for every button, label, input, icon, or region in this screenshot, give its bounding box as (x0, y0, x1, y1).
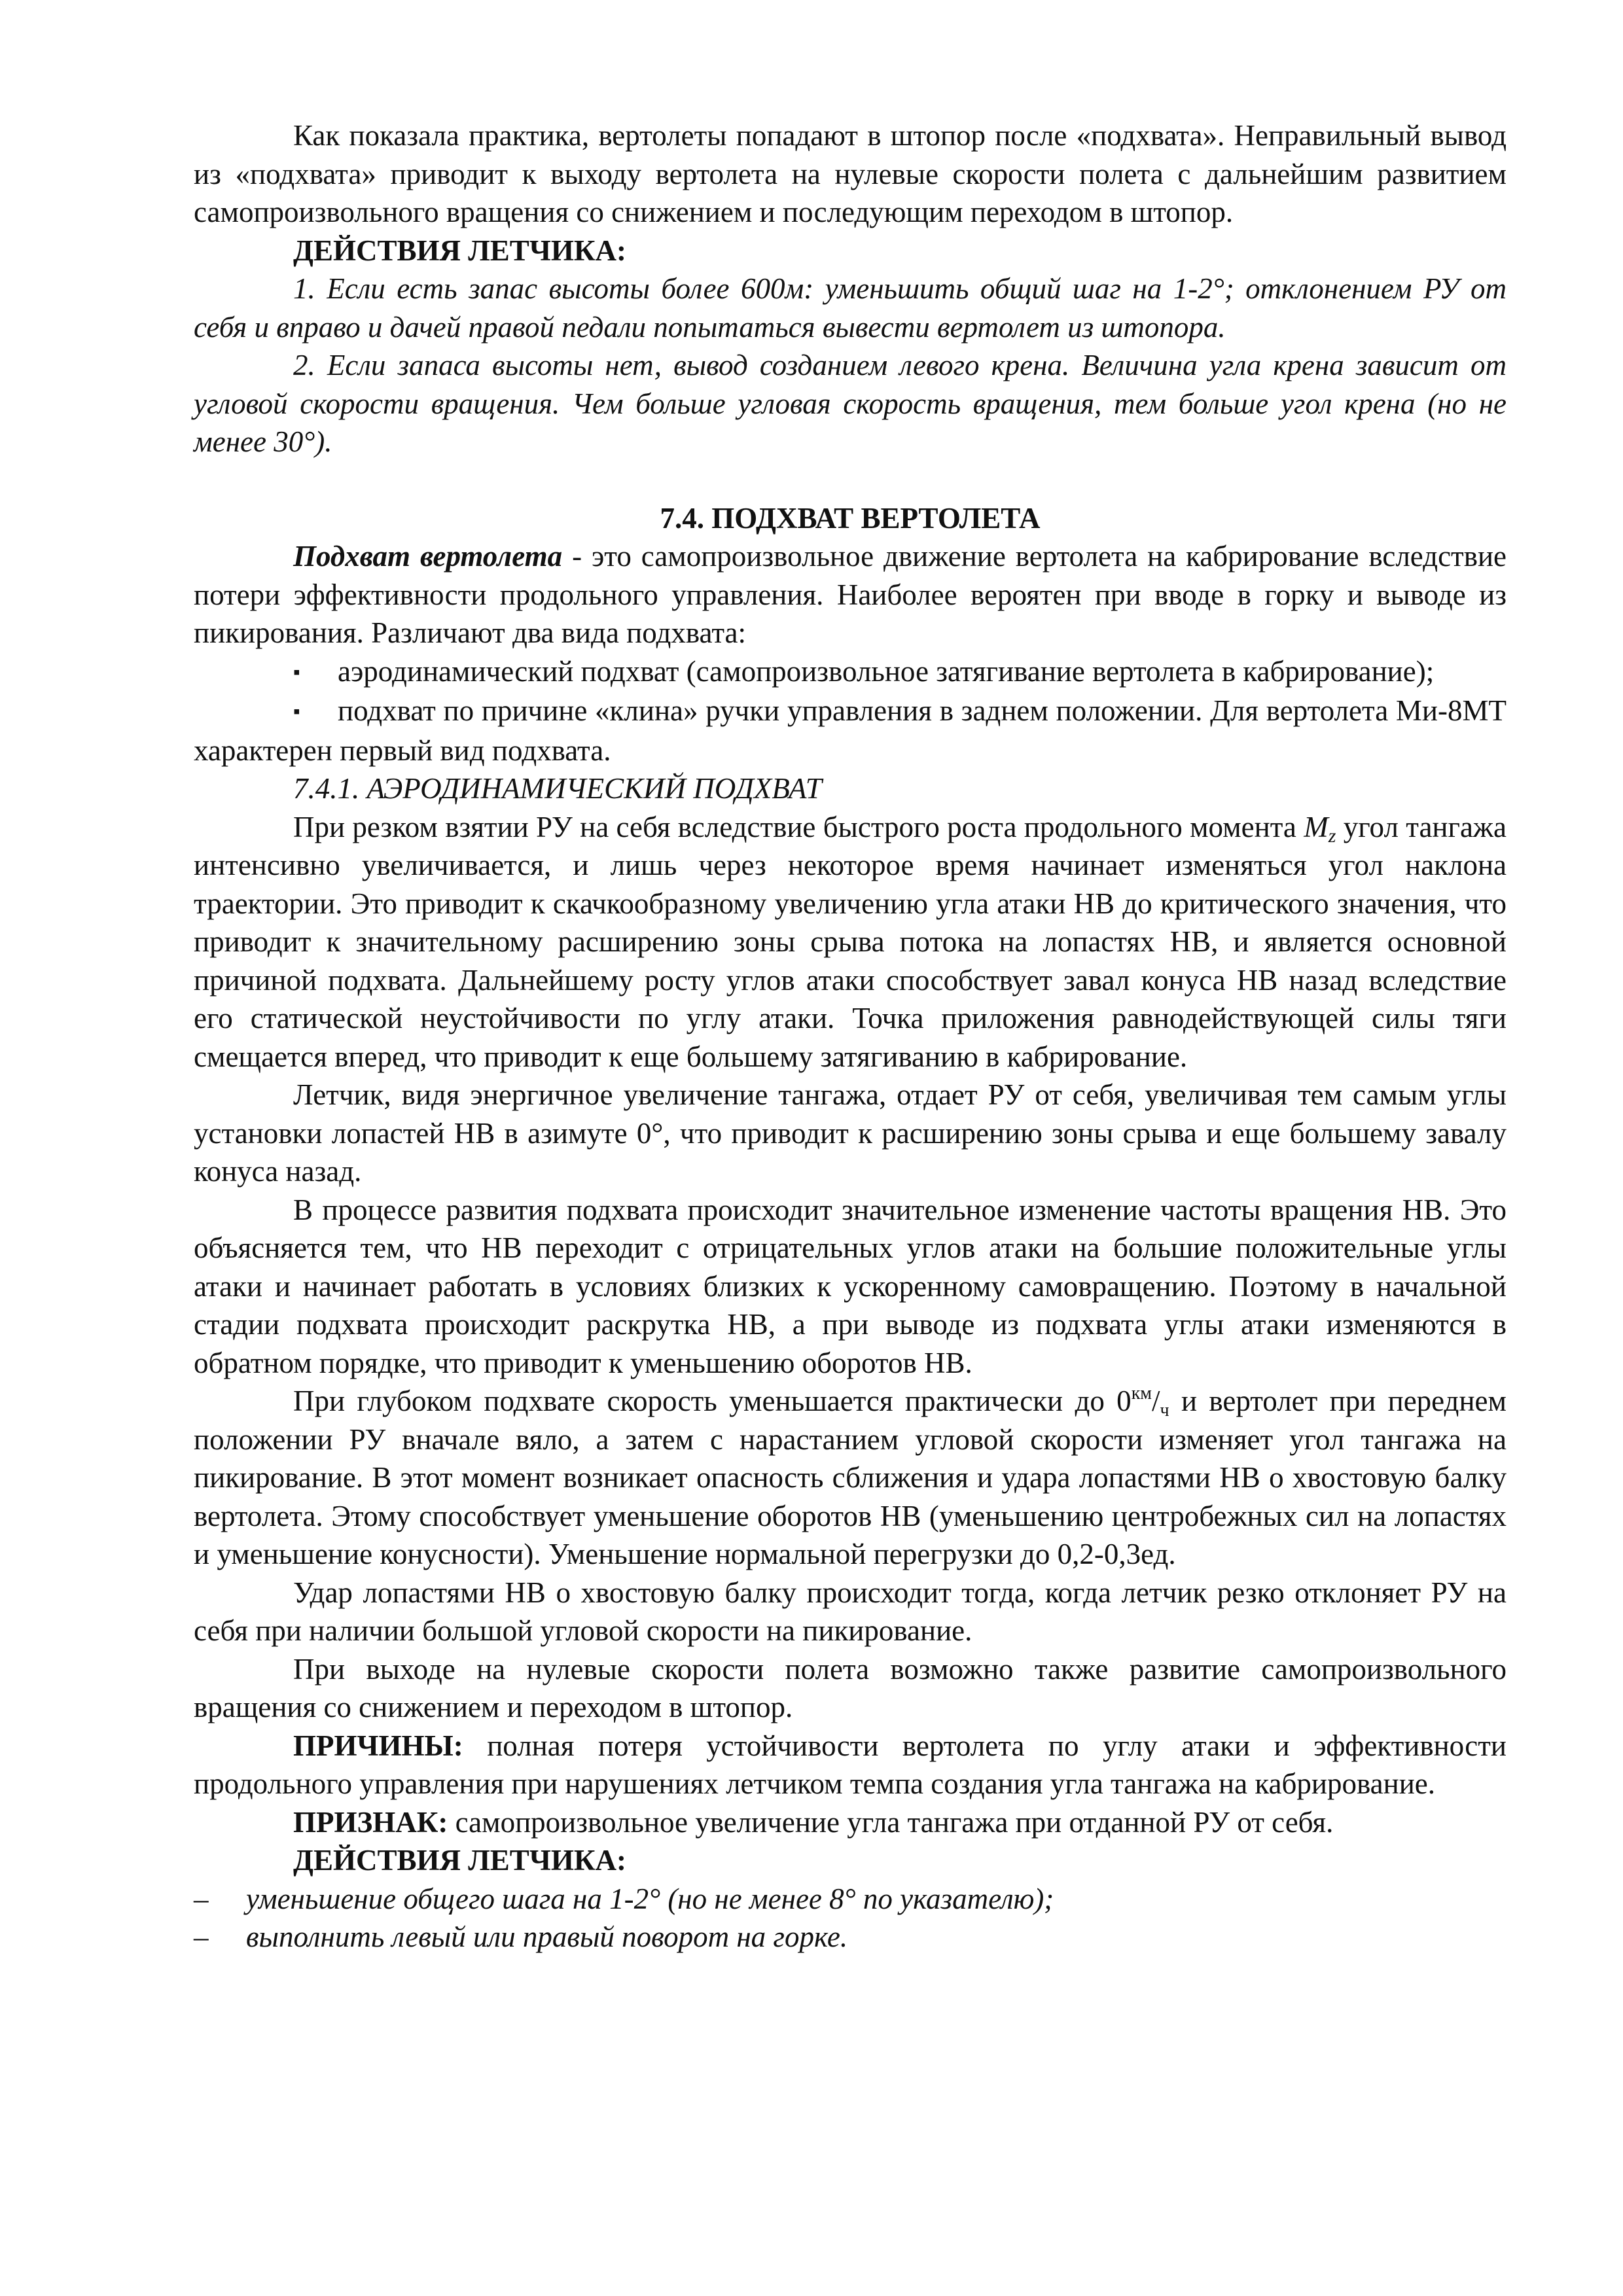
moment-subscript: z (1328, 824, 1336, 847)
actions-heading-spin: ДЕЙСТВИЯ ЛЕТЧИКА: (293, 234, 626, 267)
unit-denominator: ч (1160, 1400, 1169, 1421)
sign-label: ПРИЗНАК: (293, 1805, 448, 1839)
bullet-item-2 (194, 692, 1507, 769)
paragraph-text: При резком взятии РУ на себя вследствие быстрого роста продольного момента (293, 810, 1304, 843)
moment-symbol: M (1304, 810, 1329, 843)
paragraph-text: и вертолет при переднем положении РУ вначале вяло, а затем с нарастанием угловой скорости изменяет угол тангажа на пикирование. В этот момент возникает опасность сближения и удара лопастями НВ о хвостовую балку вертолета. Этому способствует уменьшение оборотов НВ (уменьшению центробежных сил на лопастях и уменьшение конусности). Уменьшение нормальной перегрузки до 0,2-0,3ед. (194, 1385, 1507, 1570)
paragraph-moment (194, 808, 1507, 1076)
paragraph-deep-pickup (194, 1382, 1507, 1574)
sign-paragraph (194, 1803, 1507, 1842)
causes-text: полная потеря устойчивости вертолета по углу атаки и эффективности продольного управления при нарушениях летчиком темпа создания угла тангажа на кабрирование. (194, 1729, 1507, 1800)
paragraph-text: угол тангажа интенсивно увеличивается, и лишь через некоторое время начинает изменяться угол наклона траектории. Это приводит к скачкообразному увеличению угла атаки НВ до критического значения, что приводит к значительному расширению зоны срыва потока на лопастях НВ, и является основной причиной подхвата. Дальнейшему росту углов атаки способствует завал конуса НВ назад вследствие его статической неустойчивости по углу атаки. Точка приложения равнодействующей силы тяги смещается вперед, что приводит к еще большему затягиванию в кабрирование. (194, 810, 1507, 1073)
causes-paragraph (194, 1727, 1507, 1803)
causes-label: ПРИЧИНЫ: (293, 1729, 463, 1762)
dash-marker: – (194, 1920, 209, 1953)
dash-item-2 (194, 1918, 1507, 1956)
dash-item-1 (194, 1880, 1507, 1918)
paragraph-zero-speed: При выходе на нулевые скорости полета возможно также развитие самопроизвольного вращения со снижением и переходом в штопор. (194, 1652, 1507, 1723)
bullet-item-1 (194, 652, 1507, 692)
definition-text: - это самопроизвольное движение вертолета на кабрирование вследствие потери эффективности продольного управления. Наиболее вероятен при вводе в горку и выводе из пикирования. Различают два вида подхвата: (194, 540, 1507, 649)
paragraph-blade-strike: Удар лопастями НВ о хвостовую балку происходит тогда, когда летчик резко отклоняет РУ на себя при наличии большой угловой скорости на пикирование. (194, 1576, 1507, 1647)
paragraph-rotor-speed: В процессе развития подхвата происходит значительное изменение частоты вращения НВ. Это объясняется тем, что НВ переходит с отрицательных углов атаки на большие положительные углы атаки и начинает работать в условиях близких к ускоренному самовращению. Поэтому в начальной стадии подхвата происходит раскрутка НВ, а при выводе из подхвата углы атаки изменяются в обратном порядке, что приводит к уменьшению оборотов НВ. (194, 1193, 1507, 1379)
dash-text: уменьшение общего шага на 1-2° (но не менее 8° по указателю); (246, 1882, 1054, 1915)
action-item-2: 2. Если запаса высоты нет, вывод созданием левого крена. Величина угла крена зависит от угловой скорости вращения. Чем больше угловая скорость вращения, тем больше угол крена (но не менее 30°). (194, 349, 1507, 458)
bullet-text: аэродинамический подхват (самопроизвольное затягивание вертолета в кабрирование); (338, 654, 1435, 688)
bullet-marker: ▪ (293, 661, 300, 683)
definition-paragraph (194, 537, 1507, 652)
bullet-text: подхват по причине «клина» ручки управления в заднем положении. Для вертолета Ми-8МТ характерен первый вид подхвата. (194, 694, 1507, 767)
unit-numerator: км (1131, 1383, 1152, 1404)
intro-paragraph: Как показала практика, вертолеты попадают в штопор после «подхвата». Неправильный вывод из «подхвата» приводит к выходу вертолета на нулевые скорости полета с дальнейшим развитием самопроизвольного вращения со снижением и последующим переходом в штопор. (194, 119, 1507, 228)
bullet-marker: ▪ (293, 701, 300, 722)
paragraph-text: При глубоком подхвате скорость уменьшается практически до 0 (293, 1385, 1132, 1417)
dash-text: выполнить левый или правый поворот на горке. (246, 1920, 848, 1953)
action-item-1: 1. Если есть запас высоты более 600м: уменьшить общий шаг на 1-2°; отклонением РУ от себя и вправо и дачей правой педали попытаться вывести вертолет из штопора. (194, 272, 1507, 344)
subsection-title: 7.4.1. АЭРОДИНАМИЧЕСКИЙ ПОДХВАТ (293, 772, 822, 805)
definition-term: Подхват вертолета (293, 540, 563, 573)
section-title: 7.4. ПОДХВАТ ВЕРТОЛЕТА (660, 501, 1041, 535)
sign-text: самопроизвольное увеличение угла тангажа при отданной РУ от себя. (448, 1805, 1334, 1839)
unit-slash: / (1152, 1385, 1160, 1417)
dash-marker: – (194, 1882, 209, 1915)
actions-heading-pickup: ДЕЙСТВИЯ ЛЕТЧИКА: (293, 1844, 626, 1877)
paragraph-pilot-reaction: Летчик, видя энергичное увеличение тангажа, отдает РУ от себя, увеличивая тем самым углы установки лопастей НВ в азимуте 0°, что приводит к расширению зоны срыва и еще большему завалу конуса назад. (194, 1078, 1507, 1188)
